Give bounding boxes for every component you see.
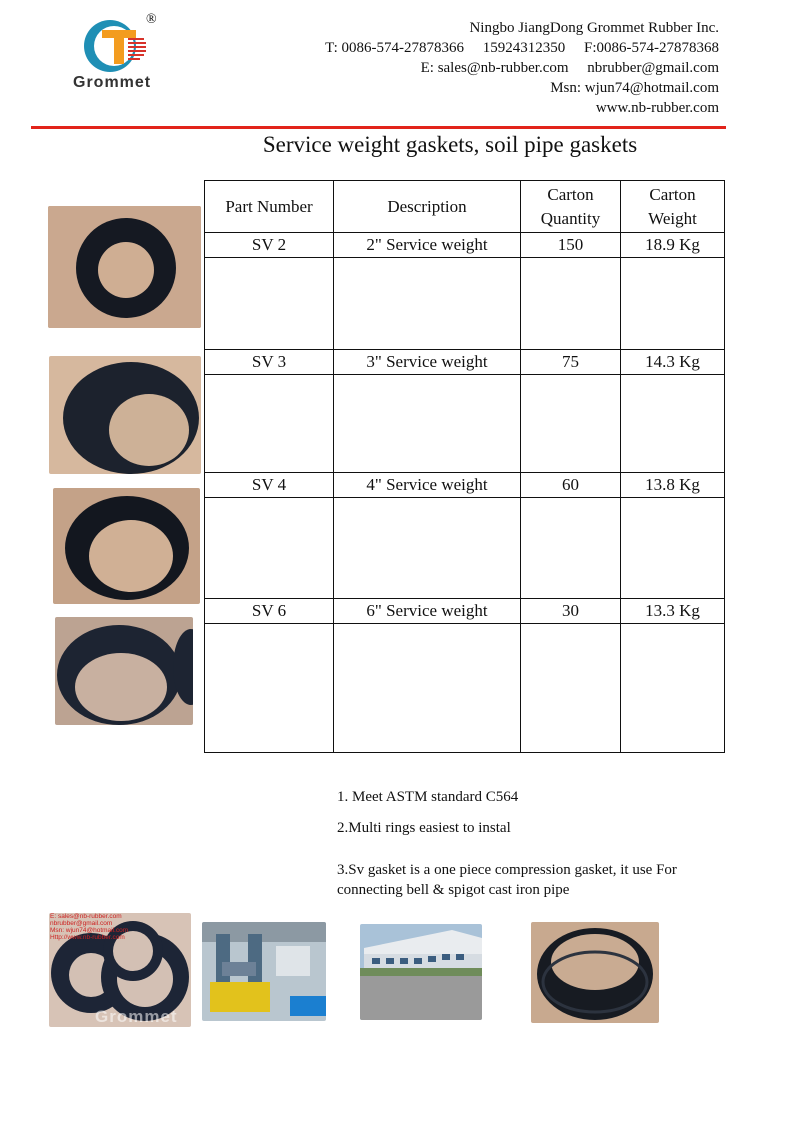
sv2-gasket-photo — [48, 206, 201, 328]
quantity-cell: 60 — [521, 473, 621, 498]
overlay-email-1: E: sales@nb-rubber.com — [50, 913, 122, 920]
header-carton-quantity: Carton Quantity — [521, 181, 621, 233]
quantity-cell: 150 — [521, 233, 621, 258]
part-number-cell: SV 2 — [205, 233, 334, 258]
page-title: Service weight gaskets, soil pipe gaskets — [262, 132, 638, 157]
website-line: www.nb-rubber.com — [595, 100, 719, 116]
overlay-email-2: nbrubber@gmail.com — [50, 920, 113, 927]
note-2: 2.Multi rings easiest to instal — [337, 820, 511, 836]
registered-mark: ® — [146, 12, 157, 27]
gasket-closeup-photo — [531, 922, 659, 1023]
header-divider — [31, 126, 726, 129]
gasket-group-photo — [49, 913, 191, 1027]
table-spacer-row — [205, 498, 725, 599]
watermark-text: Grommet — [95, 1007, 178, 1026]
weight-cell: 13.8 Kg — [621, 473, 725, 498]
table-row — [205, 473, 725, 498]
note-1: 1. Meet ASTM standard C564 — [337, 789, 519, 805]
header-part-number: Part Number — [205, 181, 334, 233]
table-spacer-row — [205, 375, 725, 473]
note-3: 3.Sv gasket is a one piece compression gasket, it use For — [337, 862, 677, 878]
overlay-msn: Msn: wjun74@hotmail.com — [50, 927, 129, 934]
weight-cell: 18.9 Kg — [621, 233, 725, 258]
factory-building-photo — [360, 924, 482, 1020]
table-row — [205, 233, 725, 258]
quantity-cell: 75 — [521, 350, 621, 375]
description-cell: 2" Service weight — [334, 233, 521, 258]
molding-machine-photo — [202, 922, 326, 1021]
spec-table — [204, 180, 725, 753]
company-name: Ningbo JiangDong Grommet Rubber Inc. — [469, 20, 719, 36]
contact-block — [325, 18, 719, 118]
part-number-cell: SV 3 — [205, 350, 334, 375]
weight-cell: 14.3 Kg — [621, 350, 725, 375]
part-number-cell: SV 4 — [205, 473, 334, 498]
header-carton-weight: Carton Weight — [621, 181, 725, 233]
table-header-row — [205, 181, 725, 233]
weight-cell: 13.3 Kg — [621, 599, 725, 624]
table-spacer-row — [205, 258, 725, 350]
table-row — [205, 350, 725, 375]
logo-text: Grommet — [73, 74, 152, 91]
note-3-continued: connecting bell & spigot cast iron pipe — [337, 882, 570, 898]
header-description: Description — [334, 181, 521, 233]
description-cell: 6" Service weight — [334, 599, 521, 624]
sv6-gasket-photo — [55, 617, 193, 725]
quantity-cell: 30 — [521, 599, 621, 624]
msn-line: Msn: wjun74@hotmail.com — [550, 80, 719, 96]
description-cell: 3" Service weight — [334, 350, 521, 375]
table-row — [205, 599, 725, 624]
description-cell: 4" Service weight — [334, 473, 521, 498]
sv3-gasket-photo — [49, 356, 201, 474]
overlay-website: Http://www.nb-rubber.com — [50, 934, 125, 941]
part-number-cell: SV 6 — [205, 599, 334, 624]
table-spacer-row — [205, 624, 725, 753]
sv4-gasket-photo — [53, 488, 200, 604]
email-line: E: sales@nb-rubber.com nbrubber@gmail.com — [420, 60, 719, 76]
phone-line: T: 0086-574-27878366 15924312350 F:0086-574-27878368 — [325, 40, 719, 56]
